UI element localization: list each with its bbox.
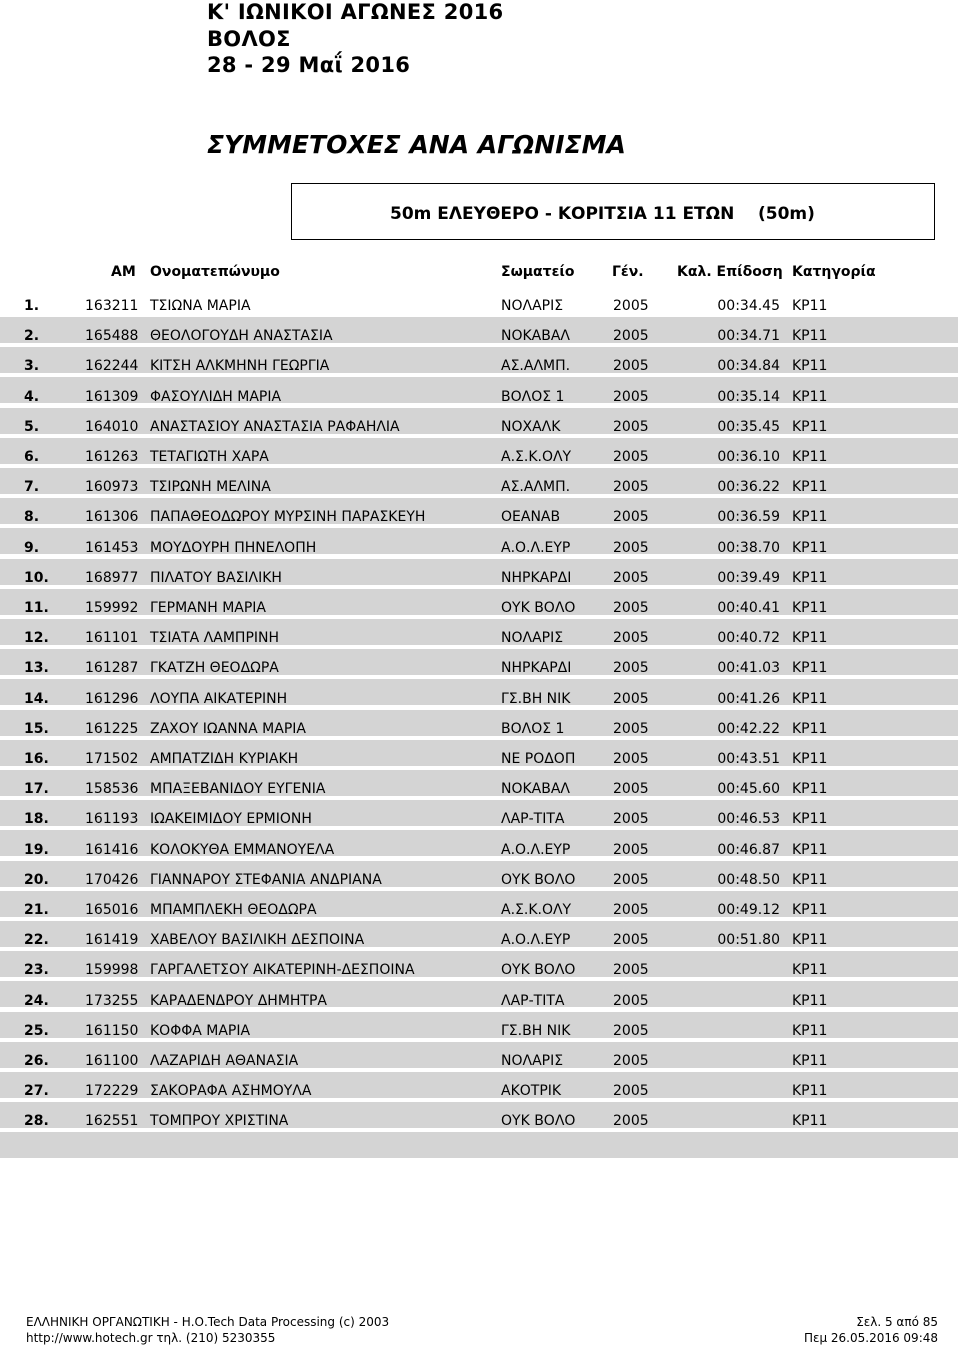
rank-cell: 13. <box>24 660 49 677</box>
club-cell: ΓΣ.ΒΗ ΝΙΚ <box>501 690 571 707</box>
category-cell: ΚΡ11 <box>792 600 828 616</box>
table-row <box>0 684 958 714</box>
table-row <box>0 382 958 412</box>
event-title-box <box>291 183 935 240</box>
year-cell: 2005 <box>613 871 649 888</box>
club-cell: ΝΟΚΑΒΑΛ <box>501 781 571 798</box>
club-cell: ΟΕΑΝΑΒ <box>501 509 561 526</box>
category-cell: ΚΡ11 <box>792 449 828 465</box>
column-header-name: Ονοματεπώνυμο <box>150 264 280 280</box>
time-cell: 00:45.60 <box>717 781 780 798</box>
name-cell: ΖΑΧΟΥ ΙΩΑΝΝΑ ΜΑΡΙΑ <box>150 720 306 737</box>
footer-organizer: ΕΛΛΗΝΙΚΗ ΟΡΓΑΝΩΤΙΚΗ - Η.Ο.Tech Data Processing (c) 2003 <box>26 1315 390 1329</box>
am-cell: 160973 <box>85 479 139 496</box>
am-cell: 161416 <box>85 841 139 858</box>
time-cell: 00:38.70 <box>717 539 780 556</box>
name-cell: ΤΕΤΑΓΙΩΤΗ ΧΑΡΑ <box>150 449 269 465</box>
column-header-am: ΑΜ <box>111 264 136 280</box>
year-cell: 2005 <box>613 509 649 526</box>
column-header-club: Σωματείο <box>501 264 575 280</box>
club-cell: ΒΟΛΟΣ 1 <box>501 720 565 737</box>
table-row <box>0 351 958 381</box>
time-cell: 00:46.53 <box>717 811 780 828</box>
name-cell: ΤΣΙΡΩΝΗ ΜΕΛΙΝΑ <box>150 479 271 496</box>
column-header-time: Καλ. Επίδοση <box>677 264 783 280</box>
name-cell: ΑΜΠΑΤΖΙΔΗ ΚΥΡΙΑΚΗ <box>150 751 299 767</box>
year-cell: 2005 <box>613 751 649 767</box>
rank-cell: 27. <box>24 1083 49 1100</box>
year-cell: 2005 <box>613 1022 649 1039</box>
table-row <box>0 412 958 442</box>
rank-cell: 14. <box>24 690 49 707</box>
club-cell: ΝΟΛΑΡΙΣ <box>501 630 564 647</box>
category-cell: ΚΡ11 <box>792 539 828 556</box>
table-row <box>0 835 958 865</box>
club-cell: ΝΟΛΑΡΙΣ <box>501 1053 564 1069</box>
am-cell: 159992 <box>85 600 139 616</box>
club-cell: Α.Ο.Λ.ΕΥΡ <box>501 841 571 858</box>
club-cell: ΝΟΚΑΒΑΛ <box>501 328 571 345</box>
am-cell: 164010 <box>85 418 139 435</box>
footer-page-number: Σελ. 5 από 85 <box>856 1315 938 1329</box>
club-cell: ΝΗΡΚΑΡΔΙ <box>501 660 572 677</box>
category-cell: ΚΡ11 <box>792 1022 828 1039</box>
competition-title: Κ' ΙΩΝΙΚΟΙ ΑΓΩΝΕΣ 2016 <box>207 0 504 24</box>
category-cell: ΚΡ11 <box>792 358 828 375</box>
year-cell: 2005 <box>613 328 649 345</box>
time-cell: 00:41.03 <box>717 660 780 677</box>
name-cell: ΠΑΠΑΘΕΟΔΩΡΟΥ ΜΥΡΣΙΝΗ ΠΑΡΑΣΚΕΥΗ <box>150 509 426 526</box>
am-cell: 161296 <box>85 690 139 707</box>
category-cell: ΚΡ11 <box>792 932 828 949</box>
rank-cell: 4. <box>24 388 40 405</box>
rank-cell: 10. <box>24 569 49 586</box>
name-cell: ΠΙΛΑΤΟΥ ΒΑΣΙΛΙΚΗ <box>150 569 282 586</box>
name-cell: ΦΑΣΟΥΛΙΔΗ ΜΑΡΙΑ <box>150 388 282 405</box>
club-cell: ΛΑΡ-ΤΙΤΑ <box>501 992 565 1009</box>
name-cell: ΧΑΒΕΛΟΥ ΒΑΣΙΛΙΚΗ ΔΕΣΠΟΙΝΑ <box>150 932 365 949</box>
column-header-year: Γέν. <box>612 264 644 280</box>
year-cell: 2005 <box>613 539 649 556</box>
club-cell: ΝΟΛΑΡΙΣ <box>501 298 564 314</box>
year-cell: 2005 <box>613 962 649 979</box>
rank-cell: 20. <box>24 871 49 888</box>
year-cell: 2005 <box>613 932 649 949</box>
year-cell: 2005 <box>613 388 649 405</box>
table-row <box>0 321 958 351</box>
club-cell: ΑΣ.ΑΛΜΠ. <box>501 479 571 496</box>
year-cell: 2005 <box>613 660 649 677</box>
table-row <box>0 563 958 593</box>
rank-cell: 17. <box>24 781 49 798</box>
rank-cell: 28. <box>24 1113 49 1130</box>
category-cell: ΚΡ11 <box>792 418 828 435</box>
rank-cell: 22. <box>24 932 49 949</box>
category-cell: ΚΡ11 <box>792 479 828 496</box>
am-cell: 171502 <box>85 751 139 767</box>
rank-cell: 25. <box>24 1022 49 1039</box>
am-cell: 162244 <box>85 358 139 375</box>
competition-location: ΒΟΛΟΣ <box>207 27 291 51</box>
club-cell: ΟΥΚ ΒΟΛΟ <box>501 600 576 616</box>
time-cell: 00:36.22 <box>717 479 780 496</box>
club-cell: ΑΣ.ΑΛΜΠ. <box>501 358 571 375</box>
name-cell: ΛΟΥΠΑ ΑΙΚΑΤΕΡΙΝΗ <box>150 690 288 707</box>
table-row <box>0 472 958 502</box>
club-cell: ΒΟΛΟΣ 1 <box>501 388 565 405</box>
year-cell: 2005 <box>613 298 649 314</box>
year-cell: 2005 <box>613 600 649 616</box>
category-cell: ΚΡ11 <box>792 871 828 888</box>
name-cell: ΚΑΡΑΔΕΝΔΡΟΥ ΔΗΜΗΤΡΑ <box>150 992 327 1009</box>
club-cell: Α.Ο.Λ.ΕΥΡ <box>501 932 571 949</box>
am-cell: 158536 <box>85 781 139 798</box>
name-cell: ΜΠΑΜΠΛΕΚΗ ΘΕΟΔΩΡΑ <box>150 902 317 918</box>
am-cell: 161306 <box>85 509 139 526</box>
am-cell: 161101 <box>85 630 139 647</box>
am-cell: 161263 <box>85 449 139 465</box>
rank-cell: 12. <box>24 630 49 647</box>
rank-cell: 7. <box>24 479 40 496</box>
rank-cell: 9. <box>24 539 40 556</box>
table-row <box>0 1106 958 1136</box>
time-cell: 00:34.71 <box>717 328 780 345</box>
year-cell: 2005 <box>613 630 649 647</box>
am-cell: 161100 <box>85 1053 139 1069</box>
table-row <box>0 986 958 1016</box>
year-cell: 2005 <box>613 1083 649 1100</box>
table-row <box>0 502 958 532</box>
time-cell: 00:51.80 <box>717 932 780 949</box>
am-cell: 165016 <box>85 902 139 918</box>
club-cell: ΝΟΧΑΛΚ <box>501 418 561 435</box>
name-cell: ΛΑΖΑΡΙΔΗ ΑΘΑΝΑΣΙΑ <box>150 1053 299 1069</box>
table-row <box>0 623 958 653</box>
am-cell: 172229 <box>85 1083 139 1100</box>
am-cell: 161225 <box>85 720 139 737</box>
table-row <box>0 925 958 955</box>
rank-cell: 5. <box>24 418 40 435</box>
table-row <box>0 1016 958 1046</box>
year-cell: 2005 <box>613 992 649 1009</box>
time-cell: 00:40.41 <box>717 600 780 616</box>
category-cell: ΚΡ11 <box>792 1083 828 1100</box>
rank-cell: 15. <box>24 720 49 737</box>
table-row <box>0 1046 958 1076</box>
rank-cell: 2. <box>24 328 40 345</box>
event-title: 50m ΕΛΕΥΘΕΡΟ - ΚΟΡΙΤΣΙΑ 11 ΕΤΩΝ (50m) <box>390 204 815 224</box>
category-cell: ΚΡ11 <box>792 328 828 345</box>
club-cell: Α.Σ.Κ.ΟΛΥ <box>501 902 572 918</box>
category-cell: ΚΡ11 <box>792 1113 828 1130</box>
club-cell: Α.Ο.Λ.ΕΥΡ <box>501 539 571 556</box>
category-cell: ΚΡ11 <box>792 720 828 737</box>
name-cell: ΚΟΦΦΑ ΜΑΡΙΑ <box>150 1022 251 1039</box>
am-cell: 162551 <box>85 1113 139 1130</box>
club-cell: ΟΥΚ ΒΟΛΟ <box>501 1113 576 1130</box>
table-row <box>0 442 958 472</box>
category-cell: ΚΡ11 <box>792 841 828 858</box>
column-header-category: Κατηγορία <box>792 264 876 280</box>
category-cell: ΚΡ11 <box>792 388 828 405</box>
section-title: ΣΥΜΜΕΤΟΧΕΣ ΑΝΑ ΑΓΩΝΙΣΜΑ <box>207 130 626 159</box>
time-cell: 00:48.50 <box>717 871 780 888</box>
category-cell: ΚΡ11 <box>792 781 828 798</box>
name-cell: ΘΕΟΛΟΓΟΥΔΗ ΑΝΑΣΤΑΣΙΑ <box>150 328 333 345</box>
rank-cell: 19. <box>24 841 49 858</box>
category-cell: ΚΡ11 <box>792 660 828 677</box>
am-cell: 161150 <box>85 1022 139 1039</box>
name-cell: ΣΑΚΟΡΑΦΑ ΑΣΗΜΟΥΛΑ <box>150 1083 312 1100</box>
rank-cell: 23. <box>24 962 49 979</box>
footer-timestamp: Πεμ 26.05.2016 09:48 <box>803 1331 938 1345</box>
name-cell: ΚΟΛΟΚΥΘΑ ΕΜΜΑΝΟΥΕΛΑ <box>150 841 335 858</box>
category-cell: ΚΡ11 <box>792 811 828 828</box>
table-row <box>0 714 958 744</box>
category-cell: ΚΡ11 <box>792 962 828 979</box>
category-cell: ΚΡ11 <box>792 630 828 647</box>
club-cell: ΑΚΟΤΡΙΚ <box>501 1083 562 1100</box>
name-cell: ΚΙΤΣΗ ΑΛΚΜΗΝΗ ΓΕΩΡΓΙΑ <box>150 358 330 375</box>
table-row <box>0 653 958 683</box>
rank-cell: 18. <box>24 811 49 828</box>
time-cell: 00:34.45 <box>717 298 780 314</box>
name-cell: ΙΩΑΚΕΙΜΙΔΟΥ ΕΡΜΙΟΝΗ <box>150 811 312 828</box>
table-row <box>0 593 958 623</box>
table-row <box>0 955 958 985</box>
footer-contact: http://www.hotech.gr τηλ. (210) 5230355 <box>26 1331 276 1345</box>
rank-cell: 26. <box>24 1053 49 1069</box>
rank-cell: 3. <box>24 358 40 375</box>
name-cell: ΤΟΜΠΡΟΥ ΧΡΙΣΤΙΝΑ <box>150 1113 289 1130</box>
year-cell: 2005 <box>613 1053 649 1069</box>
rank-cell: 11. <box>24 600 49 616</box>
table-row <box>0 804 958 834</box>
time-cell: 00:36.59 <box>717 509 780 526</box>
am-cell: 163211 <box>85 298 139 314</box>
category-cell: ΚΡ11 <box>792 690 828 707</box>
table-row <box>0 744 958 774</box>
time-cell: 00:42.22 <box>717 720 780 737</box>
am-cell: 161419 <box>85 932 139 949</box>
time-cell: 00:39.49 <box>717 569 780 586</box>
time-cell: 00:35.14 <box>717 388 780 405</box>
category-cell: ΚΡ11 <box>792 509 828 526</box>
category-cell: ΚΡ11 <box>792 751 828 767</box>
am-cell: 161309 <box>85 388 139 405</box>
year-cell: 2005 <box>613 569 649 586</box>
club-cell: ΟΥΚ ΒΟΛΟ <box>501 871 576 888</box>
rank-cell: 8. <box>24 509 40 526</box>
category-cell: ΚΡ11 <box>792 569 828 586</box>
year-cell: 2005 <box>613 841 649 858</box>
year-cell: 2005 <box>613 479 649 496</box>
name-cell: ΓΕΡΜΑΝΗ ΜΑΡΙΑ <box>150 600 266 616</box>
category-cell: ΚΡ11 <box>792 992 828 1009</box>
year-cell: 2005 <box>613 902 649 918</box>
category-cell: ΚΡ11 <box>792 298 828 314</box>
table-row <box>0 865 958 895</box>
name-cell: ΓΑΡΓΑΛΕΤΣΟΥ ΑΙΚΑΤΕΡΙΝΗ-ΔΕΣΠΟΙΝΑ <box>150 962 415 979</box>
year-cell: 2005 <box>613 781 649 798</box>
time-cell: 00:35.45 <box>717 418 780 435</box>
am-cell: 168977 <box>85 569 139 586</box>
am-cell: 173255 <box>85 992 139 1009</box>
name-cell: ΑΝΑΣΤΑΣΙΟΥ ΑΝΑΣΤΑΣΙΑ ΡΑΦΑΗΛΙΑ <box>150 418 400 435</box>
am-cell: 161287 <box>85 660 139 677</box>
category-cell: ΚΡ11 <box>792 1053 828 1069</box>
rank-cell: 16. <box>24 751 49 767</box>
time-cell: 00:49.12 <box>717 902 780 918</box>
category-cell: ΚΡ11 <box>792 902 828 918</box>
club-cell: ΝΕ ΡΟΔΟΠ <box>501 751 576 767</box>
name-cell: ΤΣΙΩΝΑ ΜΑΡΙΑ <box>150 298 251 314</box>
time-cell: 00:34.84 <box>717 358 780 375</box>
year-cell: 2005 <box>613 811 649 828</box>
year-cell: 2005 <box>613 358 649 375</box>
rank-cell: 1. <box>24 298 40 314</box>
club-cell: ΓΣ.ΒΗ ΝΙΚ <box>501 1022 571 1039</box>
name-cell: ΤΣΙΑΤΑ ΛΑΜΠΡΙΝΗ <box>150 630 280 647</box>
time-cell: 00:46.87 <box>717 841 780 858</box>
club-cell: ΛΑΡ-ΤΙΤΑ <box>501 811 565 828</box>
table-row <box>0 533 958 563</box>
table-row <box>0 291 958 321</box>
rank-cell: 24. <box>24 992 49 1009</box>
year-cell: 2005 <box>613 720 649 737</box>
year-cell: 2005 <box>613 1113 649 1130</box>
year-cell: 2005 <box>613 690 649 707</box>
table-row <box>0 774 958 804</box>
am-cell: 170426 <box>85 871 139 888</box>
name-cell: ΓΙΑΝΝΑΡΟΥ ΣΤΕΦΑΝΙΑ ΑΝΔΡΙΑΝΑ <box>150 871 382 888</box>
am-cell: 161453 <box>85 539 139 556</box>
time-cell: 00:41.26 <box>717 690 780 707</box>
name-cell: ΜΠΑΞΕΒΑΝΙΔΟΥ ΕΥΓΕΝΙΑ <box>150 781 326 798</box>
year-cell: 2005 <box>613 418 649 435</box>
time-cell: 00:36.10 <box>717 449 780 465</box>
club-cell: ΝΗΡΚΑΡΔΙ <box>501 569 572 586</box>
name-cell: ΜΟΥΔΟΥΡΗ ΠΗΝΕΛΟΠΗ <box>150 539 317 556</box>
competition-dates: 28 - 29 Μαΐ 2016 <box>207 53 411 77</box>
am-cell: 165488 <box>85 328 139 345</box>
rank-cell: 6. <box>24 449 40 465</box>
time-cell: 00:43.51 <box>717 751 780 767</box>
table-row <box>0 895 958 925</box>
club-cell: Α.Σ.Κ.ΟΛΥ <box>501 449 572 465</box>
club-cell: ΟΥΚ ΒΟΛΟ <box>501 962 576 979</box>
am-cell: 161193 <box>85 811 139 828</box>
year-cell: 2005 <box>613 449 649 465</box>
table-row <box>0 1076 958 1106</box>
rank-cell: 21. <box>24 902 49 918</box>
name-cell: ΓΚΑΤΖΗ ΘΕΟΔΩΡΑ <box>150 660 279 677</box>
am-cell: 159998 <box>85 962 139 979</box>
time-cell: 00:40.72 <box>717 630 780 647</box>
